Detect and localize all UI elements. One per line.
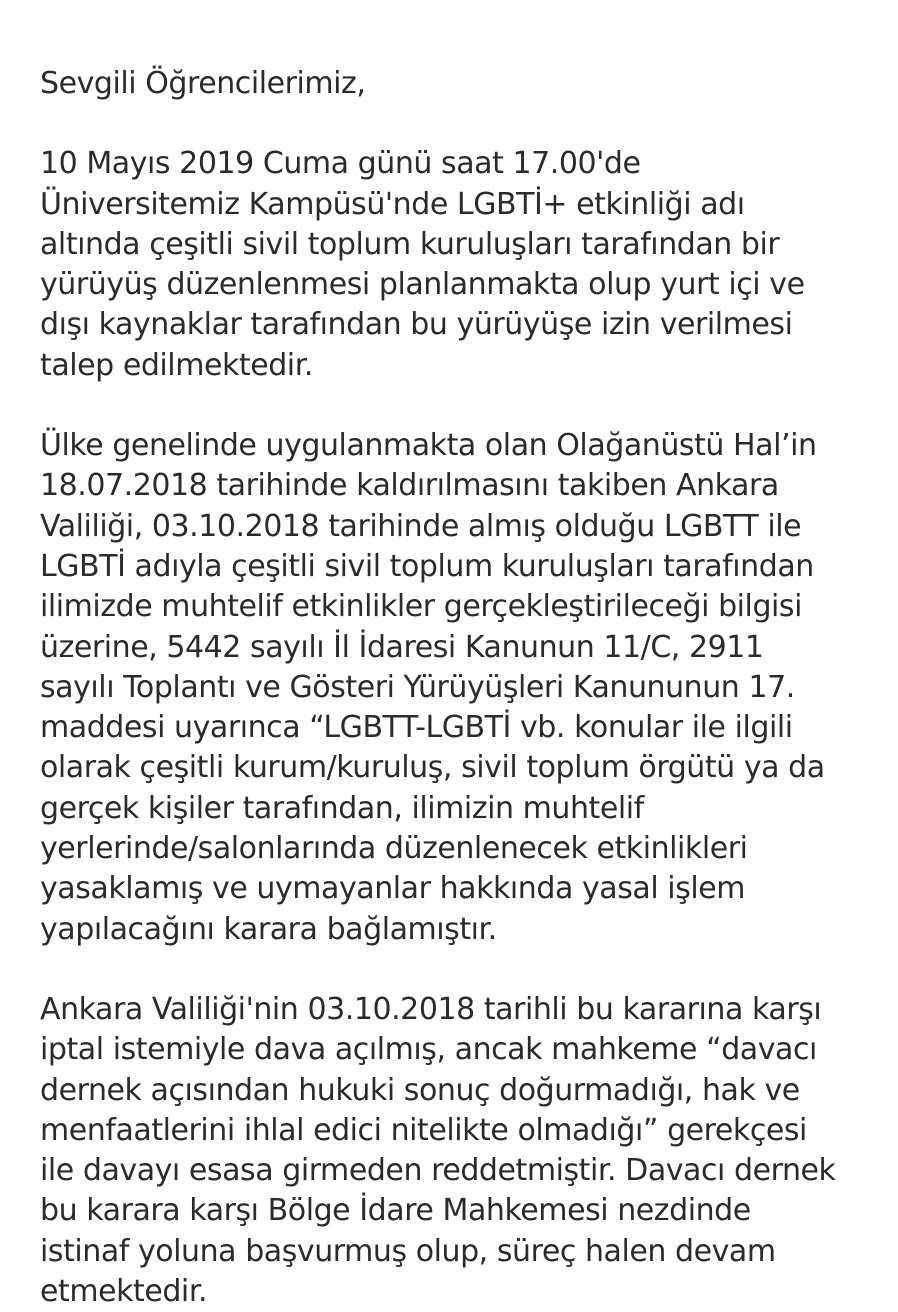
paragraph-3	[40, 990, 860, 1312]
greeting-line: Sevgili Öğrencilerimiz,	[40, 66, 366, 101]
text-line: iptal istemiyle dava açılmış, ancak mahkeme “davacı	[40, 1032, 817, 1068]
text-line: 10 Mayıs 2019 Cuma günü saat 17.00'de	[40, 146, 641, 182]
text-line: LGBTİ adıyla çeşitli sivil toplum kuruluşları tarafından	[40, 548, 814, 584]
text-line: Ülke genelinde uygulanmakta olan Olağanüstü Hal’in	[40, 428, 817, 464]
text-line: bu karara karşı Bölge İdare Mahkemesi nezdinde	[40, 1193, 751, 1229]
text-line: Üniversitemiz Kampüsü'nde LGBTİ+ etkinliği adı	[40, 186, 745, 222]
text-line: 18.07.2018 tarihinde kaldırılmasını takiben Ankara	[40, 468, 779, 504]
text-line: ile davayı esasa girmeden reddetmiştir. Davacı dernek	[40, 1153, 836, 1189]
text-line: yürüyüş düzenlenmesi planlanmakta olup yurt içi ve	[40, 267, 805, 303]
text-line: etmektedir.	[40, 1274, 208, 1310]
text-line: menfaatlerini ihlal edici nitelikte olmadığı” gerekçesi	[40, 1112, 807, 1148]
greeting	[40, 64, 860, 104]
text-line: Ankara Valiliği'nin 03.10.2018 tarihli bu kararına karşı	[40, 991, 822, 1027]
text-line: olarak çeşitli kurum/kuruluş, sivil toplum örgütü ya da	[40, 750, 825, 786]
text-line: ilimizde muhtelif etkinlikler gerçekleştirileceği bilgisi	[40, 589, 802, 625]
text-line: dernek açısından hukuki sonuç doğurmadığı, hak ve	[40, 1072, 800, 1108]
text-line: yerlerinde/salonlarında düzenlenecek etkinlikleri	[40, 831, 748, 867]
text-line: üzerine, 5442 sayılı İl İdaresi Kanunun 11/C, 2911	[40, 629, 764, 665]
letter-document	[40, 64, 860, 1312]
text-line: yapılacağını karara bağlamıştır.	[40, 911, 497, 947]
text-line: gerçek kişiler tarafından, ilimizin muhtelif	[40, 790, 644, 826]
text-line: dışı kaynaklar tarafından bu yürüyüşe izin verilmesi	[40, 307, 793, 343]
text-line: maddesi uyarınca “LGBTT-LGBTİ vb. konular ile ilgili	[40, 710, 793, 746]
text-line: Valiliği, 03.10.2018 tarihinde almış olduğu LGBTT ile	[40, 508, 802, 544]
text-line: sayılı Toplantı ve Gösteri Yürüyüşleri Kanununun 17.	[40, 669, 795, 705]
text-line: altında çeşitli sivil toplum kuruluşları tarafından bir	[40, 226, 780, 262]
paragraph-2	[40, 426, 860, 950]
text-line: istinaf yoluna başvurmuş olup, süreç halen devam	[40, 1233, 776, 1269]
text-line: yasaklamış ve uymayanlar hakkında yasal işlem	[40, 871, 746, 907]
paragraph-1	[40, 144, 860, 386]
text-line: talep edilmektedir.	[40, 347, 313, 383]
